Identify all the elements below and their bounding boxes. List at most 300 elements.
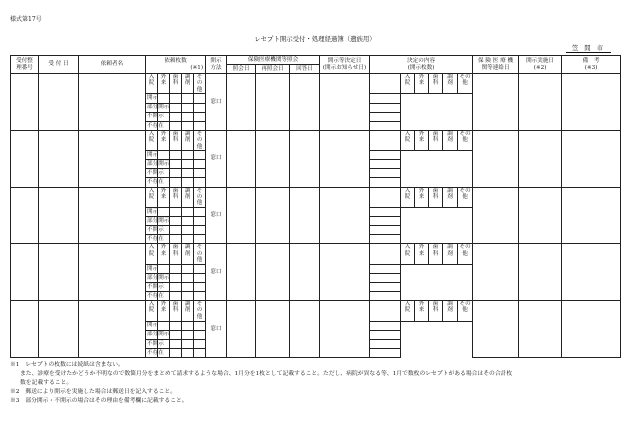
result-label: 不開示: [147, 226, 164, 233]
cell-reply-date: [290, 301, 320, 358]
kind-char: 入: [404, 74, 411, 80]
kind-char: 歯: [432, 74, 439, 80]
cell-decision-date: [320, 301, 370, 358]
result-count-cell: [170, 291, 182, 300]
page-title: レセプト開示受付・処理経過簿（遺族用）: [254, 35, 376, 43]
result-count-cell: [194, 178, 206, 187]
cell-reinquiry-date: [256, 74, 290, 131]
result-count-cell: [182, 339, 194, 348]
kind-char: 院: [404, 80, 411, 87]
kind-other: [194, 187, 206, 207]
kind-char: 入: [148, 74, 155, 80]
kind-inpatient: [146, 244, 158, 264]
kind-outpatient: [158, 74, 170, 94]
note-1-cont2: 数を記載すること。: [20, 380, 73, 386]
kind-char: 歯: [172, 74, 179, 80]
result-count-cell: [182, 348, 194, 357]
kind-char: 来: [160, 80, 167, 87]
result-label: 不開示: [147, 113, 164, 120]
kind-pharmacy: [182, 74, 194, 94]
kind-inpatient: [146, 74, 158, 94]
result-count-cell: [370, 273, 401, 282]
cell-reply-date: [290, 130, 320, 187]
kind-char: 他: [196, 313, 203, 320]
kind-dental: [170, 187, 182, 207]
inquiry-group-header: 保険医療機関等照会: [227, 56, 320, 65]
decision-date-header: 開示等決定日 (開示お知らせ日): [320, 56, 370, 74]
kind-char: 来: [160, 193, 167, 200]
note-1-cont: また、診療を受けたかどうか不明なので数箇月分をまとめて請求するような場合、1月分を1枚として記載すること。ただし、病院が異なる等、1月で数枚のレセプトがある場合はその合計枚: [20, 371, 513, 377]
kind-char: 入: [404, 187, 411, 194]
kind-outpatient: [158, 301, 170, 321]
result-count-cell: [194, 121, 206, 130]
kind-outpatient: [158, 244, 170, 264]
dec-kind-dental: [429, 130, 443, 150]
kind-char: 科: [432, 80, 439, 87]
kind-char: 調: [184, 301, 191, 308]
result-count-cell: [170, 264, 182, 273]
result-count-cell: [370, 330, 401, 339]
kind-char: 他: [196, 257, 203, 264]
result-count-cell: [182, 207, 194, 216]
result-count-cell: [182, 273, 194, 282]
cell-contact-date: [473, 130, 519, 187]
cell-remarks: [562, 301, 621, 358]
kind-inpatient: [146, 130, 158, 150]
result-count-cell: [170, 217, 182, 226]
cell-receipt-date: [39, 74, 79, 131]
result-count-cell: [194, 264, 206, 273]
result-count-cell: [170, 169, 182, 178]
window-label: 窓口: [206, 187, 227, 244]
result-blank: [370, 244, 401, 264]
result-count-cell: [370, 112, 401, 121]
result-count-cell: [370, 321, 401, 330]
dec-kind-pharmacy: [443, 301, 458, 321]
kind-char: その: [459, 130, 471, 137]
kind-char: 他: [196, 86, 203, 93]
reinquiry-date-header: 再照会日: [256, 65, 290, 74]
cell-receipt-date: [39, 187, 79, 244]
result-count-cell: [194, 282, 206, 291]
result-count-cell: [182, 235, 194, 244]
kind-char: 他: [196, 200, 203, 207]
result-count-cell: [370, 121, 401, 130]
result-count-cell: [194, 217, 206, 226]
receipt-no-header: 受付整 理番号: [11, 56, 39, 74]
kind-char: 入: [404, 130, 411, 137]
kind-char: 院: [148, 193, 155, 200]
kind-char: 他: [462, 80, 468, 87]
cell-decision-date: [320, 130, 370, 187]
kind-char: 外: [418, 301, 425, 308]
result-count-cell: [370, 264, 401, 273]
result-label: 開示: [147, 322, 159, 329]
result-count-cell: [370, 339, 401, 348]
kind-inpatient: [146, 301, 158, 321]
result-count-cell: [194, 160, 206, 169]
kind-char: 歯: [432, 244, 439, 251]
cell-receipt-date: [39, 301, 79, 358]
result-count-cell: [170, 282, 182, 291]
result-count-cell: [370, 226, 401, 235]
kind-char: 来: [160, 307, 167, 314]
contact-date-header: 保 険 医 療 機 関等連絡日: [473, 56, 519, 74]
window-label: 窓口: [206, 74, 227, 131]
kind-char: 歯: [432, 301, 439, 308]
kind-char: 院: [148, 137, 155, 144]
cell-remarks: [562, 244, 621, 301]
dec-kind-pharmacy: [443, 244, 458, 264]
kind-char: 調: [447, 244, 453, 251]
cell-reinquiry-date: [256, 187, 290, 244]
kind-char: 入: [148, 301, 155, 308]
result-label: 不開示: [147, 283, 164, 290]
cell-reinquiry-date: [256, 244, 290, 301]
result-label: 開示: [147, 265, 159, 272]
cell-receipt-no: [11, 244, 39, 301]
dec-kind-dental: [429, 244, 443, 264]
result-count-cell: [182, 169, 194, 178]
kind-dental: [170, 244, 182, 264]
result-count-cell: [182, 112, 194, 121]
kind-char: 調: [184, 244, 191, 251]
kind-char: 歯: [172, 187, 179, 194]
kind-dental: [170, 301, 182, 321]
kind-char: 院: [404, 307, 411, 314]
kind-pharmacy: [182, 244, 194, 264]
result-count-cell: [370, 291, 401, 300]
result-count-cell: [170, 348, 182, 357]
dec-kind-pharmacy: [443, 187, 458, 207]
notes: [10, 361, 622, 406]
kind-char: 院: [148, 250, 155, 257]
kind-char: 歯: [172, 130, 179, 137]
cell-implement-date: [519, 74, 562, 131]
kind-char: 歯: [432, 130, 439, 137]
kind-char: 剤: [184, 80, 191, 87]
cell-contact-date: [473, 74, 519, 131]
kind-char: 他: [196, 143, 203, 150]
cell-implement-date: [519, 301, 562, 358]
cell-remarks: [562, 74, 621, 131]
kind-char: 他: [462, 250, 468, 257]
cell-remarks: [562, 130, 621, 187]
result-count-cell: [170, 207, 182, 216]
result-count-cell: [194, 207, 206, 216]
cell-contact-date: [473, 244, 519, 301]
kind-char: 来: [160, 250, 167, 257]
cell-inquiry-date: [227, 301, 256, 358]
kind-char: 来: [418, 80, 425, 87]
result-label: 不存在: [147, 122, 164, 129]
cell-reply-date: [290, 187, 320, 244]
result-count-cell: [170, 330, 182, 339]
cell-reply-date: [290, 244, 320, 301]
kind-char: 入: [148, 130, 155, 137]
kind-char: 調: [447, 187, 453, 194]
kind-char: 剤: [184, 307, 191, 314]
form-number: 様式第17号: [10, 16, 42, 23]
dec-kind-other: [458, 244, 473, 264]
dec-kind-dental: [429, 187, 443, 207]
dec-kind-other: [458, 187, 473, 207]
result-count-cell: [182, 178, 194, 187]
result-count-cell: [170, 321, 182, 330]
kind-char: その: [196, 301, 203, 314]
result-blank: [370, 187, 401, 207]
result-count-cell: [194, 321, 206, 330]
cell-inquiry-date: [227, 187, 256, 244]
city-name: 笠 間 市: [566, 43, 611, 53]
cell-contact-date: [473, 187, 519, 244]
result-label: 部分開示: [147, 217, 170, 224]
result-count-cell: [370, 151, 401, 160]
kind-char: 来: [418, 193, 425, 200]
result-label: 不存在: [147, 292, 164, 299]
result-count-cell: [370, 207, 401, 216]
kind-char: その: [196, 244, 203, 257]
kind-char: 科: [172, 80, 179, 87]
kind-char: 剤: [447, 193, 453, 200]
result-count-cell: [182, 103, 194, 112]
kind-char: 歯: [172, 301, 179, 308]
result-label: 不存在: [147, 349, 164, 356]
dec-kind-inpatient: [401, 74, 415, 94]
kind-inpatient: [146, 187, 158, 207]
kind-char: 剤: [184, 137, 191, 144]
kind-char: 入: [404, 301, 411, 308]
kind-pharmacy: [182, 301, 194, 321]
kind-char: 院: [148, 80, 155, 87]
kind-char: その: [196, 130, 203, 144]
kind-char: 科: [432, 193, 439, 200]
result-count-cell: [194, 330, 206, 339]
cell-receipt-no: [11, 187, 39, 244]
dec-kind-outpatient: [415, 244, 429, 264]
cell-decision-date: [320, 187, 370, 244]
kind-dental: [170, 74, 182, 94]
kind-char: 入: [404, 244, 411, 251]
kind-char: 剤: [447, 307, 453, 314]
kind-char: 他: [462, 137, 468, 144]
kind-char: 院: [404, 193, 411, 200]
implement-date-header: 開示実施日 (※2): [519, 56, 562, 74]
dec-kind-outpatient: [415, 130, 429, 150]
kind-char: 入: [148, 187, 155, 194]
kind-char: その: [459, 301, 471, 308]
kind-pharmacy: [182, 130, 194, 150]
cell-receipt-no: [11, 301, 39, 358]
result-count-cell: [194, 226, 206, 235]
result-count-cell: [194, 112, 206, 121]
cell-decision-date: [320, 244, 370, 301]
result-label: 部分開示: [147, 331, 170, 338]
result-label: 部分開示: [147, 274, 170, 281]
result-count-cell: [170, 112, 182, 121]
result-count-cell: [182, 282, 194, 291]
kind-char: その: [459, 244, 471, 251]
kind-char: 調: [184, 130, 191, 137]
note-1: ※1 レセプトの枚数には続紙は含まない。: [10, 362, 124, 368]
result-count-cell: [182, 160, 194, 169]
dec-kind-outpatient: [415, 74, 429, 94]
kind-char: 調: [447, 301, 453, 308]
cell-reinquiry-date: [256, 301, 290, 358]
result-label: 不開示: [147, 170, 164, 177]
result-count-cell: [370, 103, 401, 112]
decision-content-header: 決定の内容 (開示枚数): [370, 56, 473, 74]
kind-outpatient: [158, 130, 170, 150]
result-count-cell: [158, 151, 170, 160]
cell-requester: [79, 74, 146, 131]
result-count-cell: [194, 103, 206, 112]
kind-char: 剤: [447, 137, 453, 144]
result-label: 不存在: [147, 179, 164, 186]
result-count-cell: [170, 121, 182, 130]
cell-requester: [79, 301, 146, 358]
result-count-cell: [194, 235, 206, 244]
result-count-cell: [170, 151, 182, 160]
dec-kind-inpatient: [401, 301, 415, 321]
result-count-cell: [194, 151, 206, 160]
result-count-cell: [194, 94, 206, 103]
result-blank: [370, 74, 401, 94]
kind-other: [194, 130, 206, 150]
result-label: 不存在: [147, 236, 164, 243]
kind-char: 剤: [184, 250, 191, 257]
result-count-cell: [370, 160, 401, 169]
kind-char: 剤: [447, 80, 453, 87]
result-label: 開示: [147, 208, 159, 215]
cell-decision-date: [320, 74, 370, 131]
result-count-cell: [370, 169, 401, 178]
result-count-cell: [182, 264, 194, 273]
kind-char: 来: [418, 307, 425, 314]
kind-char: 科: [432, 137, 439, 144]
kind-char: 科: [172, 137, 179, 144]
kind-char: 外: [418, 74, 425, 80]
kind-char: 調: [184, 74, 191, 80]
kind-char: 外: [418, 187, 425, 194]
result-count-cell: [370, 282, 401, 291]
cell-inquiry-date: [227, 130, 256, 187]
window-label: 窓口: [206, 244, 227, 301]
result-count-cell: [182, 330, 194, 339]
result-count-cell: [194, 291, 206, 300]
kind-char: 調: [447, 130, 453, 137]
dec-kind-dental: [429, 301, 443, 321]
result-count-cell: [370, 94, 401, 103]
result-label: 不開示: [147, 340, 164, 347]
kind-char: 科: [172, 307, 179, 314]
kind-char: 外: [418, 244, 425, 251]
result-count-cell: [194, 339, 206, 348]
kind-char: その: [196, 74, 203, 87]
kind-char: 院: [404, 250, 411, 257]
kind-char: 来: [418, 250, 425, 257]
result-count-cell: [182, 291, 194, 300]
window-label: 窓口: [206, 301, 227, 358]
window-label: 窓口: [206, 130, 227, 187]
ledger-table: [10, 55, 621, 358]
cell-reinquiry-date: [256, 130, 290, 187]
cell-receipt-no: [11, 74, 39, 131]
kind-char: 他: [462, 307, 468, 314]
result-count-cell: [182, 94, 194, 103]
cell-remarks: [562, 187, 621, 244]
result-count-cell: [170, 160, 182, 169]
receipt-date-header: 受 付 日: [39, 56, 79, 74]
kind-char: 調: [447, 74, 453, 80]
dec-kind-other: [458, 130, 473, 150]
cell-contact-date: [473, 301, 519, 358]
kind-char: 外: [160, 130, 167, 137]
kind-char: 外: [160, 301, 167, 308]
kind-char: 歯: [172, 244, 179, 251]
kind-char: 来: [160, 137, 167, 144]
result-count-cell: [194, 273, 206, 282]
result-label: 開示: [147, 152, 159, 159]
cell-requester: [79, 130, 146, 187]
remarks-header: 備 考 (※3): [562, 56, 621, 74]
kind-char: 科: [172, 250, 179, 257]
kind-char: 科: [432, 307, 439, 314]
dec-kind-other: [458, 301, 473, 321]
note-3: ※3 部分開示・不開示の場合はその理由を備考欄に記載すること。: [10, 398, 188, 404]
dec-kind-inpatient: [401, 244, 415, 264]
kind-char: 外: [160, 244, 167, 251]
kind-pharmacy: [182, 187, 194, 207]
result-label: 部分開示: [147, 161, 170, 168]
result-count-cell: [158, 94, 170, 103]
kind-char: その: [196, 187, 203, 200]
result-count-cell: [170, 235, 182, 244]
kind-char: その: [459, 74, 471, 80]
result-label: 開示: [147, 95, 159, 102]
result-count-cell: [170, 178, 182, 187]
kind-char: 外: [160, 74, 167, 80]
result-count-cell: [158, 264, 170, 273]
result-count-cell: [194, 169, 206, 178]
result-count-cell: [158, 207, 170, 216]
cell-inquiry-date: [227, 244, 256, 301]
kind-char: 外: [418, 130, 425, 137]
cell-implement-date: [519, 130, 562, 187]
result-blank: [370, 130, 401, 150]
kind-char: 院: [148, 307, 155, 314]
cell-requester: [79, 244, 146, 301]
result-count-cell: [158, 321, 170, 330]
result-count-cell: [182, 121, 194, 130]
dec-kind-dental: [429, 74, 443, 94]
kind-char: 外: [160, 187, 167, 194]
cell-receipt-no: [11, 130, 39, 187]
result-label: 部分開示: [147, 104, 170, 111]
result-count-cell: [170, 103, 182, 112]
kind-dental: [170, 130, 182, 150]
result-count-cell: [170, 226, 182, 235]
result-count-cell: [182, 226, 194, 235]
dec-kind-other: [458, 74, 473, 94]
cell-reply-date: [290, 74, 320, 131]
kind-char: 科: [432, 250, 439, 257]
kind-char: 歯: [432, 187, 439, 194]
kind-char: その: [459, 187, 471, 194]
requester-header: 依頼者名: [79, 56, 146, 74]
cell-receipt-date: [39, 130, 79, 187]
result-count-cell: [370, 235, 401, 244]
